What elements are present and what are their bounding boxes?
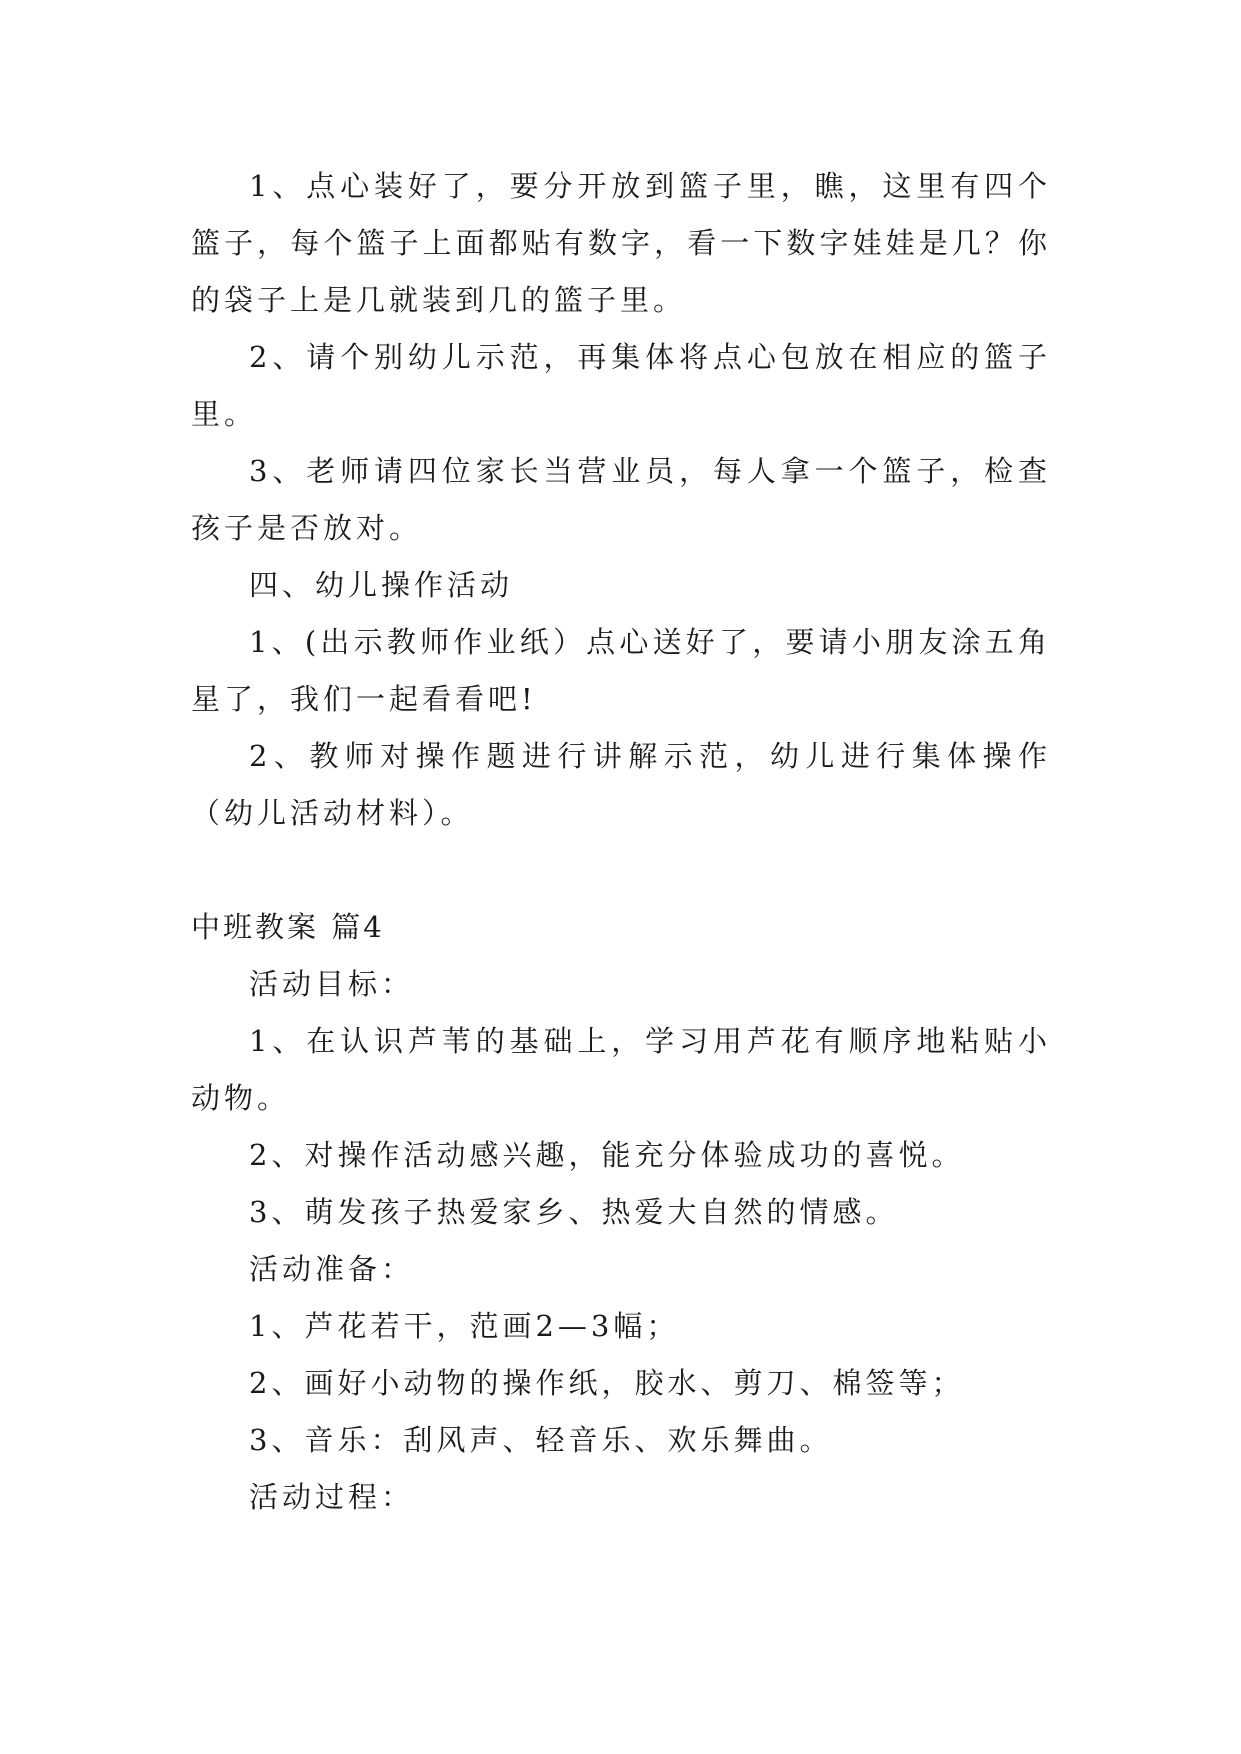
section-heading: 中班教案 篇4 <box>191 910 385 944</box>
paragraph-prep-label: 活动准备： <box>249 1252 415 1286</box>
paragraph-prep-2: 2、画好小动物的操作纸，胶水、剪刀、棉签等； <box>249 1366 965 1400</box>
paragraph-worksheet: 1、(出示教师作业纸）点心送好了，要请小朋友涂五角星了，我们一起看看吧! <box>191 625 1051 716</box>
paragraph-goal-2: 2、对操作活动感兴趣，能充分体验成功的喜悦。 <box>249 1138 965 1172</box>
paragraph-goal-3: 3、萌发孩子热爱家乡、热爱大自然的情感。 <box>249 1195 899 1229</box>
paragraph-process-label: 活动过程： <box>249 1480 415 1514</box>
paragraph-basket-sorting: 1、点心装好了，要分开放到篮子里，瞧，这里有四个篮子，每个篮子上面都贴有数字，看一下数字娃娃是几？你的袋子上是几就装到几的篮子里。 <box>191 169 1051 317</box>
document-body <box>191 158 1051 1526</box>
paragraph-goals-label: 活动目标： <box>249 967 415 1001</box>
section-gap <box>191 842 1051 899</box>
paragraph-prep-1: 1、芦花若干，范画2—3幅； <box>249 1309 680 1343</box>
paragraph-parent-check: 3、老师请四位家长当营业员，每人拿一个篮子，检查孩子是否放对。 <box>191 454 1051 545</box>
paragraph-operation-heading: 四、幼儿操作活动 <box>249 568 514 602</box>
paragraph-prep-3: 3、音乐：刮风声、轻音乐、欢乐舞曲。 <box>249 1423 833 1457</box>
paragraph-child-demo: 2、请个别幼儿示范，再集体将点心包放在相应的篮子里。 <box>191 340 1051 431</box>
paragraph-goal-1: 1、在认识芦苇的基础上，学习用芦花有顺序地粘贴小动物。 <box>191 1024 1051 1115</box>
paragraph-teacher-demo: 2、教师对操作题进行讲解示范，幼儿进行集体操作（幼儿活动材料）。 <box>191 739 1051 830</box>
